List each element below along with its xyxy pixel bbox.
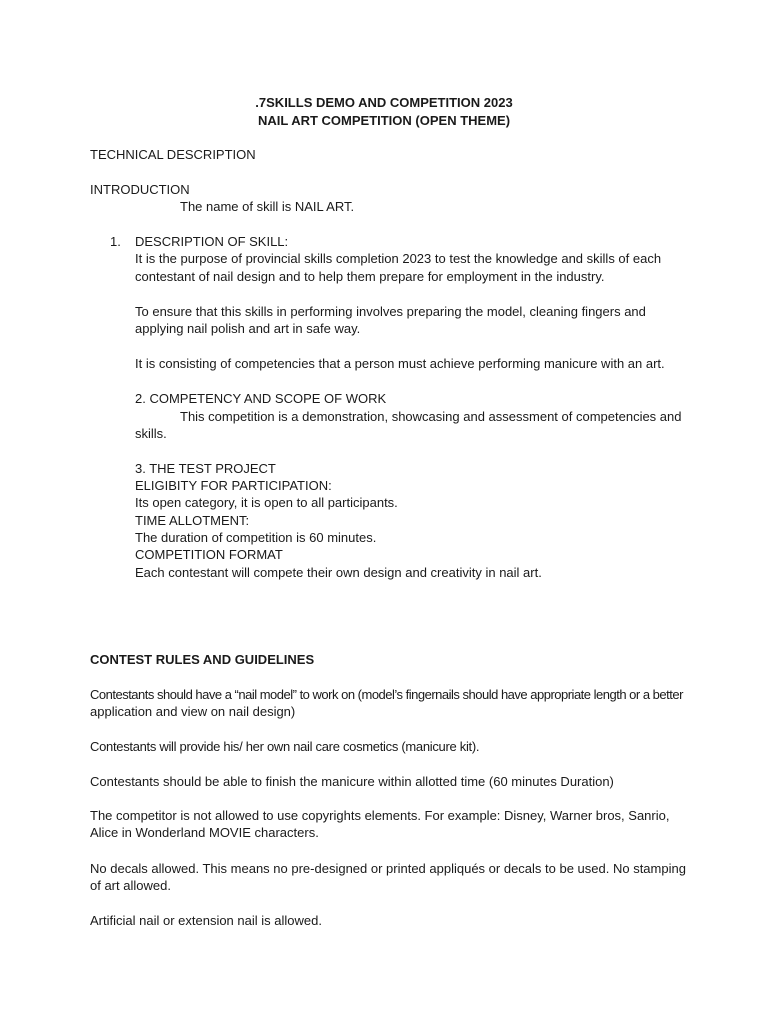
section-1-paragraph-3: It is consisting of competencies that a person must achieve performing manicure with an art.: [135, 356, 665, 371]
section-2-heading: 2. COMPETENCY AND SCOPE OF WORK: [135, 391, 387, 406]
time-allotment-text: The duration of competition is 60 minutes.: [135, 530, 377, 545]
eligibility-text: Its open category, it is open to all participants.: [135, 495, 398, 510]
rule-3: Contestants should be able to finish the manicure within allotted time (60 minutes Duration): [90, 774, 614, 789]
section-1-paragraph-1-line-1: It is the purpose of provincial skills completion 2023 to test the knowledge and skills of each: [135, 251, 662, 266]
competition-format-heading: COMPETITION FORMAT: [135, 547, 283, 562]
introduction-heading: INTRODUCTION: [90, 182, 190, 197]
section-3-heading: 3. THE TEST PROJECT: [135, 461, 276, 476]
time-allotment-heading: TIME ALLOTMENT:: [135, 513, 250, 528]
introduction-text: The name of skill is NAIL ART.: [180, 199, 355, 214]
rule-4-line-1: The competitor is not allowed to use copyrights elements. For example: Disney, Warner bros, Sanrio,: [90, 808, 670, 823]
rule-1-line-1: Contestants should have a “nail model” to work on (model’s fingernails should have appropriate length or a better: [90, 687, 683, 702]
section-1-paragraph-2-line-2: applying nail polish and art in safe way.: [135, 321, 361, 336]
section-1-paragraph-1-line-2: contestant of nail design and to help them prepare for employment in the industry.: [135, 269, 605, 284]
competition-format-text: Each contestant will compete their own design and creativity in nail art.: [135, 565, 542, 580]
section-1-heading: DESCRIPTION OF SKILL:: [135, 234, 289, 249]
section-2-line-1: This competition is a demonstration, showcasing and assessment of competencies and: [180, 409, 682, 424]
section-2-line-2: skills.: [135, 426, 167, 441]
rule-5-line-1: No decals allowed. This means no pre-designed or printed appliqués or decals to be used. No stamping: [90, 861, 686, 876]
rule-1-line-2: application and view on nail design): [90, 704, 296, 719]
rule-4-line-2: Alice in Wonderland MOVIE characters.: [90, 825, 319, 840]
rules-heading: CONTEST RULES AND GUIDELINES: [90, 652, 315, 667]
technical-description-heading: TECHNICAL DESCRIPTION: [90, 147, 256, 162]
section-1-paragraph-2-line-1: To ensure that this skills in performing involves preparing the model, cleaning fingers and: [135, 304, 646, 319]
rule-5-line-2: of art allowed.: [90, 878, 171, 893]
document-title-line-2: NAIL ART COMPETITION (OPEN THEME): [257, 113, 511, 128]
section-1-number: 1.: [110, 234, 121, 249]
document-title-line-1: .7SKILLS DEMO AND COMPETITION 2023: [255, 95, 513, 110]
rule-2: Contestants will provide his/ her own nail care cosmetics (manicure kit).: [90, 739, 480, 754]
eligibility-heading: ELIGIBITY FOR PARTICIPATION:: [135, 478, 332, 493]
rule-6: Artificial nail or extension nail is allowed.: [90, 913, 322, 928]
